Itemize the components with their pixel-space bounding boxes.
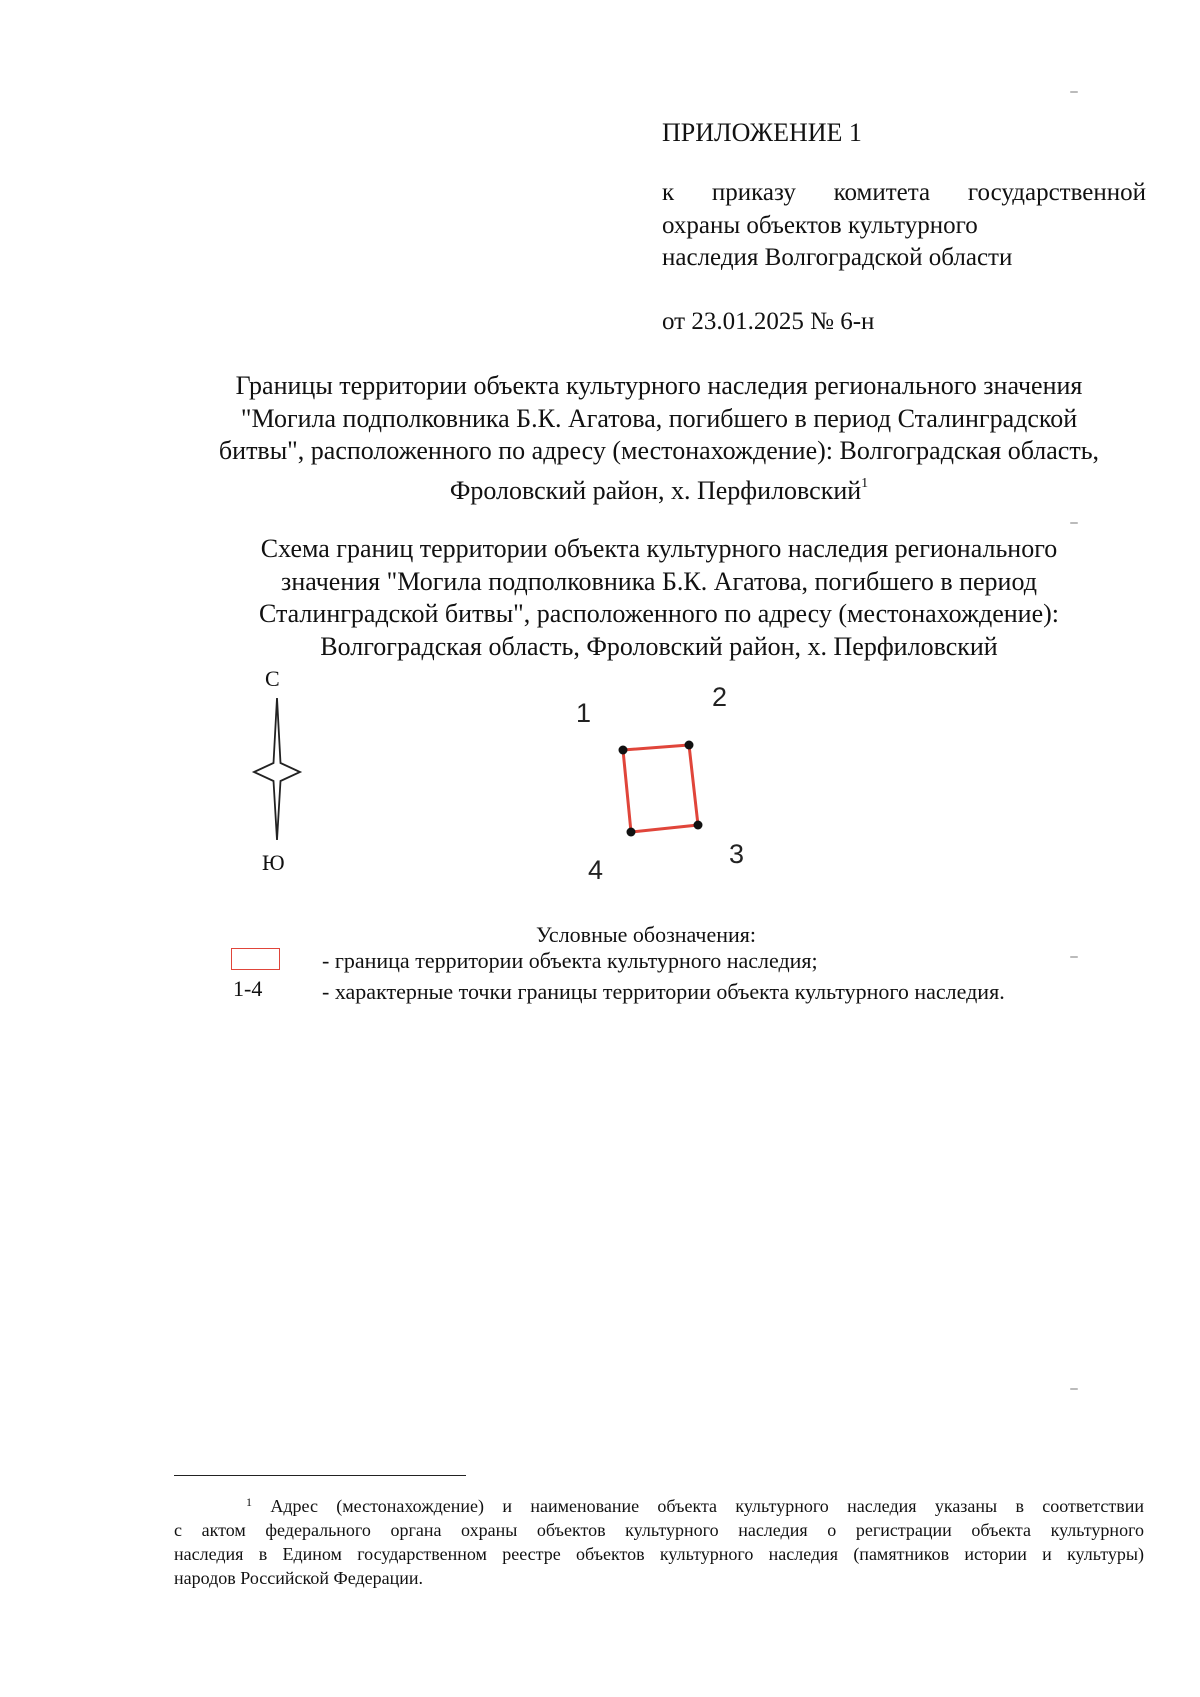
appendix-date: от 23.01.2025 № 6-н (662, 308, 875, 335)
scheme-line: Схема границ территории объекта культурного наследия регионального (260, 534, 1058, 563)
scan-speck (1070, 956, 1078, 958)
compass-north-label: С (265, 666, 280, 691)
boundary-point-1 (619, 746, 628, 755)
heading-line-last (160, 468, 1158, 508)
scan-speck (1070, 522, 1078, 524)
scheme-heading (160, 533, 1158, 663)
footnote-line-first (174, 1490, 1144, 1518)
footnote-separator (174, 1475, 466, 1476)
legend-item-points: - характерные точки границы территории объекта культурного наследия. (322, 979, 1005, 1004)
point-label-2: 2 (712, 682, 728, 712)
appendix-line: наследия Волгоградской области (662, 244, 1013, 271)
scheme-line: Волгоградская область, Фроловский район, х. Перфиловский (320, 631, 998, 661)
appendix-title: ПРИЛОЖЕНИЕ 1 (662, 118, 862, 147)
scan-speck (1070, 91, 1078, 93)
footnote-line: народов Российской Федерации. (174, 1568, 423, 1588)
footnote-line: Адрес (местонахождение) и наименование объекта культурного наследия указаны в соответствии (270, 1496, 1145, 1516)
scheme-line: Сталинградской битвы", расположенного по адресу (местонахождение): (258, 599, 1060, 628)
boundary-point-3 (694, 821, 703, 830)
legend-item-boundary: - граница территории объекта культурного наследия; (322, 948, 818, 973)
appendix-line: к приказу комитета государственной (662, 179, 1146, 206)
legend-points-symbol: 1-4 (233, 976, 263, 1001)
footnote-line: наследия в Едином государственном реестре объектов культурного наследия (памятников истории и культуры) (174, 1544, 1144, 1564)
footnote (174, 1490, 1144, 1590)
heading-line: Границы территории объекта культурного наследия регионального значения (235, 371, 1083, 400)
boundary-point-2 (685, 741, 694, 750)
footnote-reference: 1 (861, 475, 869, 491)
point-label-1: 1 (576, 698, 592, 728)
boundary-point-4 (627, 828, 636, 837)
footnote-mark: 1 (246, 1495, 252, 1509)
scheme-line: значения "Могила подполковника Б.К. Агатова, погибшего в период (281, 566, 1037, 596)
boundary-map (560, 675, 780, 895)
footnote-line: с актом федерального органа охраны объектов культурного наследия о регистрации объекта культурного (174, 1520, 1144, 1540)
territory-boundary (623, 745, 698, 832)
appendix-line: охраны объектов культурного (662, 211, 978, 239)
heading-line: Фроловский район, х. Перфиловский (449, 475, 862, 505)
point-label-3: 3 (729, 839, 745, 869)
heading-line: "Могила подполковника Б.К. Агатова, погибшего в период Сталинградской (240, 403, 1078, 433)
scan-speck (1070, 1388, 1078, 1390)
appendix-reference (662, 177, 1146, 275)
heading-line: битвы", расположенного по адресу (местонахождение): Волгоградская область, (218, 436, 1100, 465)
point-label-4: 4 (588, 855, 604, 885)
legend-boundary-symbol (231, 948, 280, 970)
legend-title: Условные обозначения: (536, 922, 757, 947)
boundaries-heading (160, 370, 1158, 507)
compass-south-label: Ю (262, 850, 285, 875)
compass-rose-icon (245, 695, 305, 845)
